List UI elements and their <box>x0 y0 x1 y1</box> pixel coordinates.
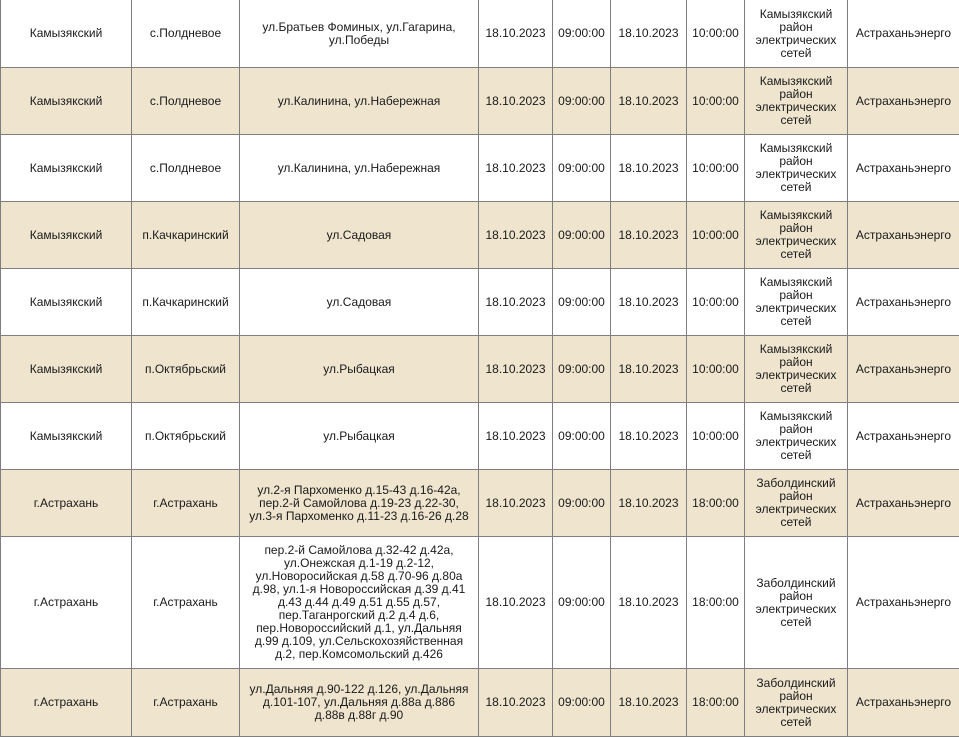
start-time-cell: 09:00:00 <box>553 470 611 537</box>
table-row <box>1 68 959 135</box>
end-time-cell: 18:00:00 <box>687 470 745 537</box>
district-cell: Камызякский <box>1 68 132 135</box>
start-time-cell: 09:00:00 <box>553 669 611 737</box>
start-date-cell: 18.10.2023 <box>479 669 553 737</box>
streets-cell: ул.Рыбацкая <box>240 403 479 470</box>
table-row <box>1 0 959 68</box>
start-date-cell: 18.10.2023 <box>479 202 553 269</box>
streets-cell: ул.2-я Пархоменко д.15-43 д.16-42а, пер.2-й Самойлова д.19-23 д.22-30, ул.3-я Пархоменко д.11-23 д.16-26 д.28 <box>240 470 479 537</box>
locality-cell: п.Качкаринский <box>132 202 240 269</box>
table-row <box>1 269 959 336</box>
network-cell: Камызякский район электрических сетей <box>745 68 848 135</box>
streets-cell: ул.Калинина, ул.Набережная <box>240 68 479 135</box>
district-cell: Камызякский <box>1 403 132 470</box>
end-date-cell: 18.10.2023 <box>611 537 687 669</box>
company-cell: Астраханьэнерго <box>848 403 959 470</box>
locality-cell: п.Октябрьский <box>132 403 240 470</box>
end-date-cell: 18.10.2023 <box>611 68 687 135</box>
network-cell: Камызякский район электрических сетей <box>745 269 848 336</box>
streets-cell: пер.2-й Самойлова д.32-42 д.42а, ул.Онежская д.1-19 д.2-12, ул.Новоросийская д.58 д.70-96 д.80а д.98, ул.1-я Новороссийская д.39 д.41 д.43 д.44 д.49 д.51 д.55 д.57, пер.Таганрогский д.2 д.4 д.6, пер.Новороссийский д.1, ул.Дальняя д.99 д.109, ул.Сельскохозяйственная д.2, пер.Комсомольский д.426 <box>240 537 479 669</box>
company-cell: Астраханьэнерго <box>848 470 959 537</box>
start-date-cell: 18.10.2023 <box>479 403 553 470</box>
streets-cell: ул.Садовая <box>240 269 479 336</box>
end-time-cell: 18:00:00 <box>687 537 745 669</box>
end-time-cell: 10:00:00 <box>687 269 745 336</box>
locality-cell: г.Астрахань <box>132 669 240 737</box>
company-cell: Астраханьэнерго <box>848 269 959 336</box>
streets-cell: ул.Рыбацкая <box>240 336 479 403</box>
district-cell: Камызякский <box>1 135 132 202</box>
locality-cell: г.Астрахань <box>132 470 240 537</box>
network-cell: Камызякский район электрических сетей <box>745 135 848 202</box>
end-date-cell: 18.10.2023 <box>611 470 687 537</box>
district-cell: г.Астрахань <box>1 470 132 537</box>
company-cell: Астраханьэнерго <box>848 135 959 202</box>
end-date-cell: 18.10.2023 <box>611 0 687 68</box>
streets-cell: ул.Дальняя д.90-122 д.126, ул.Дальняя д.101-107, ул.Дальняя д.88а д.886 д.88в д.88г д.90 <box>240 669 479 737</box>
network-cell: Камызякский район электрических сетей <box>745 202 848 269</box>
start-time-cell: 09:00:00 <box>553 537 611 669</box>
locality-cell: п.Качкаринский <box>132 269 240 336</box>
company-cell: Астраханьэнерго <box>848 0 959 68</box>
start-date-cell: 18.10.2023 <box>479 0 553 68</box>
table-row <box>1 202 959 269</box>
locality-cell: с.Полдневое <box>132 68 240 135</box>
start-date-cell: 18.10.2023 <box>479 336 553 403</box>
start-time-cell: 09:00:00 <box>553 0 611 68</box>
start-time-cell: 09:00:00 <box>553 403 611 470</box>
district-cell: Камызякский <box>1 202 132 269</box>
end-date-cell: 18.10.2023 <box>611 135 687 202</box>
network-cell: Заболдинский район электрических сетей <box>745 470 848 537</box>
end-time-cell: 10:00:00 <box>687 202 745 269</box>
company-cell: Астраханьэнерго <box>848 669 959 737</box>
table-row <box>1 669 959 737</box>
end-date-cell: 18.10.2023 <box>611 403 687 470</box>
start-time-cell: 09:00:00 <box>553 202 611 269</box>
start-date-cell: 18.10.2023 <box>479 269 553 336</box>
streets-cell: ул.Братьев Фоминых, ул.Гагарина, ул.Победы <box>240 0 479 68</box>
end-time-cell: 10:00:00 <box>687 0 745 68</box>
table-row <box>1 403 959 470</box>
table-row <box>1 470 959 537</box>
end-date-cell: 18.10.2023 <box>611 669 687 737</box>
company-cell: Астраханьэнерго <box>848 537 959 669</box>
start-date-cell: 18.10.2023 <box>479 135 553 202</box>
end-date-cell: 18.10.2023 <box>611 336 687 403</box>
end-time-cell: 10:00:00 <box>687 336 745 403</box>
network-cell: Камызякский район электрических сетей <box>745 0 848 68</box>
end-date-cell: 18.10.2023 <box>611 269 687 336</box>
end-time-cell: 10:00:00 <box>687 68 745 135</box>
start-time-cell: 09:00:00 <box>553 269 611 336</box>
start-date-cell: 18.10.2023 <box>479 537 553 669</box>
end-time-cell: 10:00:00 <box>687 403 745 470</box>
table-row <box>1 336 959 403</box>
streets-cell: ул.Калинина, ул.Набережная <box>240 135 479 202</box>
start-date-cell: 18.10.2023 <box>479 68 553 135</box>
network-cell: Камызякский район электрических сетей <box>745 336 848 403</box>
streets-cell: ул.Садовая <box>240 202 479 269</box>
district-cell: г.Астрахань <box>1 669 132 737</box>
locality-cell: г.Астрахань <box>132 537 240 669</box>
locality-cell: с.Полдневое <box>132 135 240 202</box>
end-time-cell: 10:00:00 <box>687 135 745 202</box>
start-time-cell: 09:00:00 <box>553 68 611 135</box>
district-cell: Камызякский <box>1 0 132 68</box>
company-cell: Астраханьэнерго <box>848 68 959 135</box>
district-cell: Камызякский <box>1 336 132 403</box>
company-cell: Астраханьэнерго <box>848 336 959 403</box>
end-date-cell: 18.10.2023 <box>611 202 687 269</box>
network-cell: Заболдинский район электрических сетей <box>745 537 848 669</box>
locality-cell: п.Октябрьский <box>132 336 240 403</box>
end-time-cell: 18:00:00 <box>687 669 745 737</box>
company-cell: Астраханьэнерго <box>848 202 959 269</box>
table-row <box>1 537 959 669</box>
network-cell: Камызякский район электрических сетей <box>745 403 848 470</box>
start-time-cell: 09:00:00 <box>553 135 611 202</box>
district-cell: г.Астрахань <box>1 537 132 669</box>
start-time-cell: 09:00:00 <box>553 336 611 403</box>
locality-cell: с.Полдневое <box>132 0 240 68</box>
district-cell: Камызякский <box>1 269 132 336</box>
start-date-cell: 18.10.2023 <box>479 470 553 537</box>
table-row <box>1 135 959 202</box>
network-cell: Заболдинский район электрических сетей <box>745 669 848 737</box>
